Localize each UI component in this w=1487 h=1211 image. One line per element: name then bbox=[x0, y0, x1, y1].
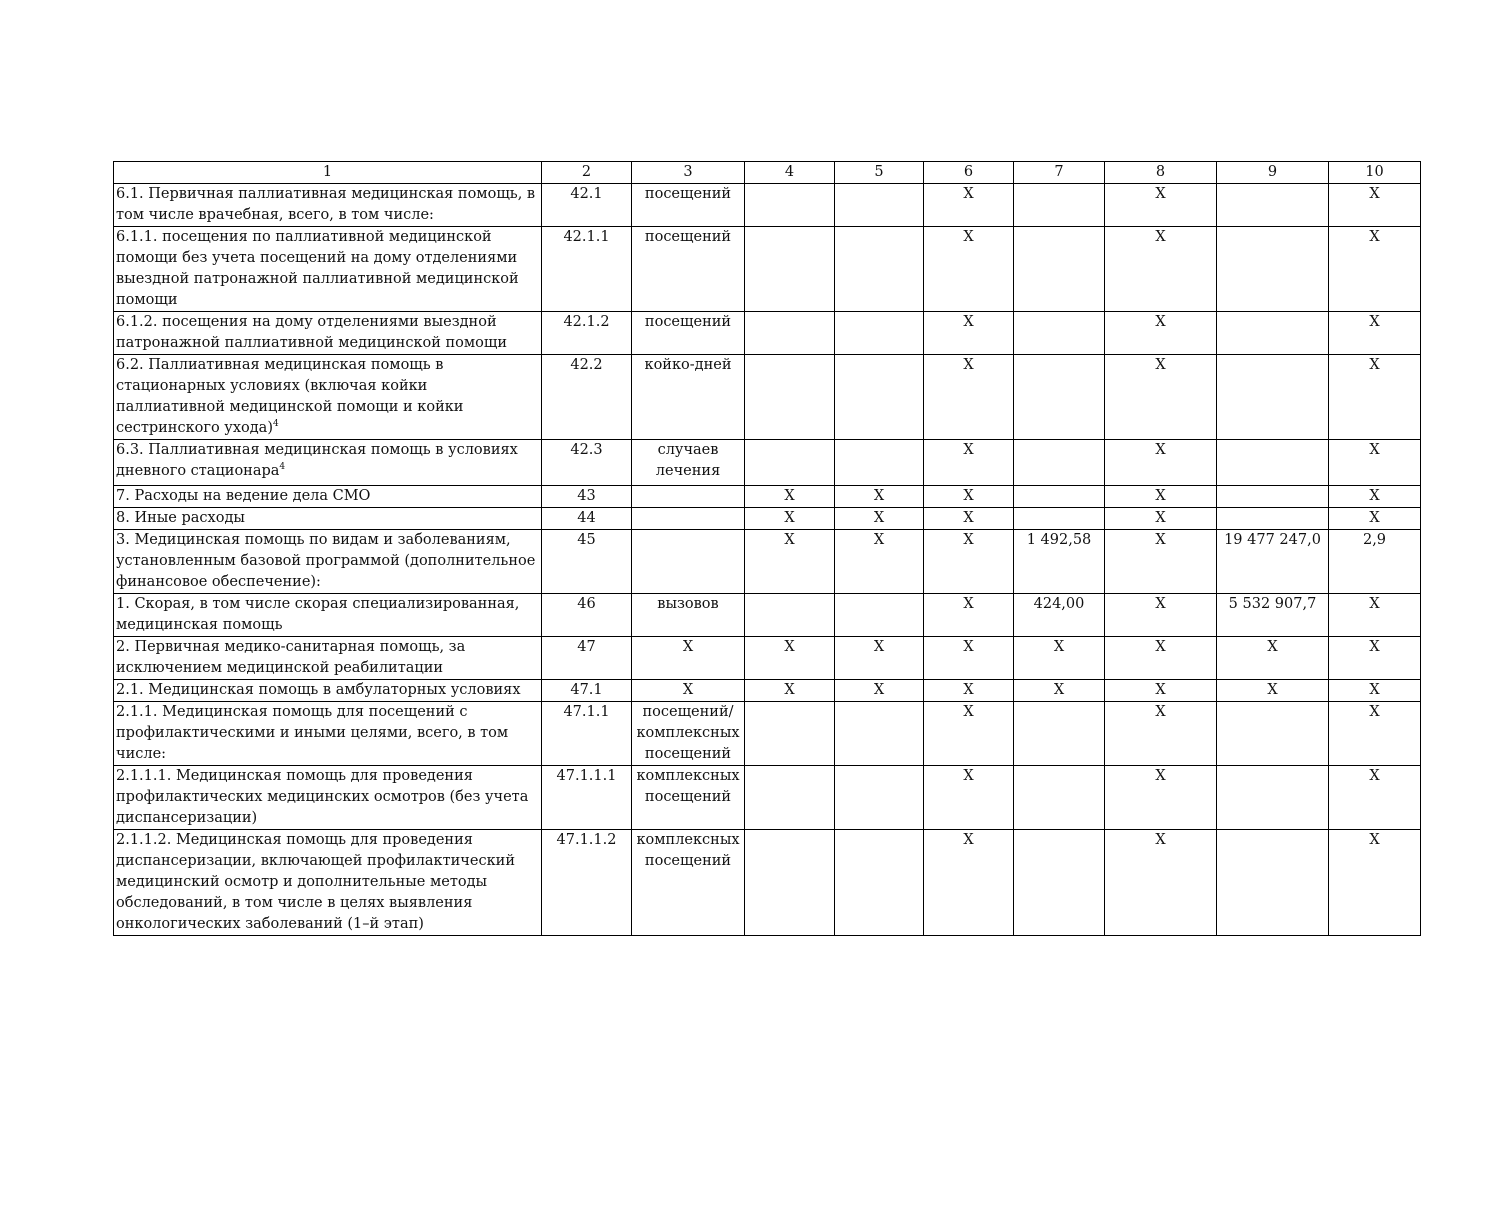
row-value-cell-c9 bbox=[1217, 508, 1329, 530]
row-value-cell-c8: Х bbox=[1105, 702, 1217, 766]
row-value-cell-c6: Х bbox=[924, 830, 1014, 936]
table-row bbox=[114, 594, 1421, 637]
table-row bbox=[114, 637, 1421, 680]
table-row bbox=[114, 680, 1421, 702]
row-value-cell-c4: Х bbox=[745, 530, 835, 594]
row-value-cell-c7 bbox=[1014, 355, 1105, 440]
row-value-cell-c9: 19 477 247,0 bbox=[1217, 530, 1329, 594]
row-unit-cell: койко-дней bbox=[632, 355, 745, 440]
row-value-cell-c7: Х bbox=[1014, 680, 1105, 702]
row-name-text: 2.1.1.2. Медицинская помощь для проведения диспансеризации, включающей профилактический медицинский осмотр и дополнительные методы обследований, в том числе в целях выявления онкологических заболеваний (1–й этап) bbox=[116, 832, 515, 932]
row-unit-cell bbox=[632, 508, 745, 530]
row-unit-cell: комплексных посещений bbox=[632, 830, 745, 936]
row-value-cell-c8: Х bbox=[1105, 680, 1217, 702]
row-name-cell bbox=[114, 440, 542, 486]
row-unit-cell: посещений bbox=[632, 227, 745, 312]
row-name-text: 6.3. Паллиативная медицинская помощь в условиях дневного стационара bbox=[116, 442, 518, 479]
header-cell: 1 bbox=[114, 162, 542, 184]
row-value-cell-c8: Х bbox=[1105, 766, 1217, 830]
row-value-cell-c5: Х bbox=[835, 680, 924, 702]
row-name-text: 6.1.2. посещения на дому отделениями выездной патронажной паллиативной медицинской помощи bbox=[116, 314, 508, 351]
row-name-cell bbox=[114, 766, 542, 830]
row-name-text: 7. Расходы на ведение дела СМО bbox=[116, 488, 371, 504]
row-value-cell-c5 bbox=[835, 312, 924, 355]
row-unit-cell: Х bbox=[632, 680, 745, 702]
row-value-cell-c9 bbox=[1217, 355, 1329, 440]
row-value-cell-c5 bbox=[835, 702, 924, 766]
table-row bbox=[114, 766, 1421, 830]
row-name-text: 6.2. Паллиативная медицинская помощь в стационарных условиях (включая койки паллиативной медицинской помощи и койки сестринского ухода) bbox=[116, 357, 464, 436]
row-name-text: 2.1. Медицинская помощь в амбулаторных условиях bbox=[116, 682, 521, 698]
row-code-cell: 42.1.2 bbox=[542, 312, 632, 355]
row-unit-cell bbox=[632, 530, 745, 594]
row-value-cell-c4: Х bbox=[745, 680, 835, 702]
row-code-cell: 47 bbox=[542, 637, 632, 680]
table-row bbox=[114, 486, 1421, 508]
row-value-cell-c4: Х bbox=[745, 508, 835, 530]
row-value-cell-c7: 1 492,58 bbox=[1014, 530, 1105, 594]
row-value-cell-c5 bbox=[835, 227, 924, 312]
row-value-cell-c8: Х bbox=[1105, 486, 1217, 508]
row-unit-cell: посещений/ комплексных посещений bbox=[632, 702, 745, 766]
row-value-cell-c6: Х bbox=[924, 486, 1014, 508]
row-value-cell-c6: Х bbox=[924, 508, 1014, 530]
table-row bbox=[114, 312, 1421, 355]
row-value-cell-c5 bbox=[835, 830, 924, 936]
row-value-cell-c6: Х bbox=[924, 312, 1014, 355]
row-value-cell-c7 bbox=[1014, 766, 1105, 830]
row-value-cell-c5 bbox=[835, 766, 924, 830]
row-value-cell-c10: Х bbox=[1329, 312, 1421, 355]
row-code-cell: 42.2 bbox=[542, 355, 632, 440]
row-value-cell-c4 bbox=[745, 702, 835, 766]
row-value-cell-c10: Х bbox=[1329, 594, 1421, 637]
row-value-cell-c7 bbox=[1014, 440, 1105, 486]
row-value-cell-c4: Х bbox=[745, 637, 835, 680]
row-unit-cell: посещений bbox=[632, 184, 745, 227]
row-value-cell-c5: Х bbox=[835, 508, 924, 530]
row-name-cell bbox=[114, 830, 542, 936]
row-value-cell-c6: Х bbox=[924, 766, 1014, 830]
row-name-text: 3. Медицинская помощь по видам и заболеваниям, установленным базовой программой (дополнительное финансовое обеспечение): bbox=[116, 532, 536, 590]
row-unit-cell: комплексных посещений bbox=[632, 766, 745, 830]
row-name-text: 2.1.1.1. Медицинская помощь для проведения профилактических медицинских осмотров (без учета диспансеризации) bbox=[116, 768, 529, 826]
row-value-cell-c9 bbox=[1217, 227, 1329, 312]
row-code-cell: 42.1.1 bbox=[542, 227, 632, 312]
row-value-cell-c5: Х bbox=[835, 637, 924, 680]
table-row bbox=[114, 440, 1421, 486]
row-value-cell-c9 bbox=[1217, 440, 1329, 486]
footnote-marker: 4 bbox=[272, 419, 279, 430]
row-value-cell-c4 bbox=[745, 766, 835, 830]
row-name-text: 8. Иные расходы bbox=[116, 510, 245, 526]
row-value-cell-c10: Х bbox=[1329, 508, 1421, 530]
row-code-cell: 47.1.1.1 bbox=[542, 766, 632, 830]
header-cell: 5 bbox=[835, 162, 924, 184]
row-value-cell-c5: Х bbox=[835, 486, 924, 508]
header-cell: 4 bbox=[745, 162, 835, 184]
header-cell: 7 bbox=[1014, 162, 1105, 184]
row-value-cell-c4 bbox=[745, 830, 835, 936]
row-value-cell-c9 bbox=[1217, 830, 1329, 936]
row-value-cell-c9 bbox=[1217, 766, 1329, 830]
row-name-cell bbox=[114, 508, 542, 530]
row-value-cell-c5 bbox=[835, 355, 924, 440]
row-value-cell-c6: Х bbox=[924, 184, 1014, 227]
row-value-cell-c10: Х bbox=[1329, 766, 1421, 830]
row-name-cell bbox=[114, 530, 542, 594]
row-value-cell-c10: Х bbox=[1329, 486, 1421, 508]
row-value-cell-c4 bbox=[745, 355, 835, 440]
row-unit-cell bbox=[632, 486, 745, 508]
row-value-cell-c6: Х bbox=[924, 227, 1014, 312]
row-value-cell-c4: Х bbox=[745, 486, 835, 508]
header-cell: 8 bbox=[1105, 162, 1217, 184]
row-value-cell-c6: Х bbox=[924, 680, 1014, 702]
row-value-cell-c10: Х bbox=[1329, 680, 1421, 702]
table-row bbox=[114, 702, 1421, 766]
table-row bbox=[114, 530, 1421, 594]
row-value-cell-c10: Х bbox=[1329, 702, 1421, 766]
header-row bbox=[114, 162, 1421, 184]
row-name-text: 1. Скорая, в том числе скорая специализированная, медицинская помощь bbox=[116, 596, 520, 633]
row-value-cell-c7 bbox=[1014, 508, 1105, 530]
row-value-cell-c10: Х bbox=[1329, 440, 1421, 486]
footnote-marker: 4 bbox=[279, 462, 286, 473]
row-unit-cell: Х bbox=[632, 637, 745, 680]
row-value-cell-c4 bbox=[745, 440, 835, 486]
header-cell: 3 bbox=[632, 162, 745, 184]
row-value-cell-c8: Х bbox=[1105, 440, 1217, 486]
row-value-cell-c9: Х bbox=[1217, 637, 1329, 680]
row-value-cell-c7 bbox=[1014, 830, 1105, 936]
row-name-cell bbox=[114, 227, 542, 312]
row-value-cell-c10: Х bbox=[1329, 355, 1421, 440]
table-row bbox=[114, 227, 1421, 312]
row-code-cell: 42.3 bbox=[542, 440, 632, 486]
header-cell: 9 bbox=[1217, 162, 1329, 184]
data-table bbox=[113, 161, 1421, 936]
row-value-cell-c8: Х bbox=[1105, 508, 1217, 530]
row-unit-cell: посещений bbox=[632, 312, 745, 355]
row-value-cell-c10: 2,9 bbox=[1329, 530, 1421, 594]
row-value-cell-c10: Х bbox=[1329, 227, 1421, 312]
header-cell: 6 bbox=[924, 162, 1014, 184]
row-name-cell bbox=[114, 184, 542, 227]
row-value-cell-c7 bbox=[1014, 184, 1105, 227]
row-name-cell bbox=[114, 680, 542, 702]
row-code-cell: 47.1.1.2 bbox=[542, 830, 632, 936]
row-code-cell: 45 bbox=[542, 530, 632, 594]
row-value-cell-c9 bbox=[1217, 312, 1329, 355]
row-name-cell bbox=[114, 486, 542, 508]
row-value-cell-c8: Х bbox=[1105, 184, 1217, 227]
row-value-cell-c10: Х bbox=[1329, 830, 1421, 936]
row-code-cell: 47.1.1 bbox=[542, 702, 632, 766]
row-value-cell-c7: 424,00 bbox=[1014, 594, 1105, 637]
row-name-text: 6.1. Первичная паллиативная медицинская помощь, в том числе врачебная, всего, в том числе: bbox=[116, 186, 536, 223]
row-value-cell-c6: Х bbox=[924, 530, 1014, 594]
row-value-cell-c6: Х bbox=[924, 637, 1014, 680]
row-value-cell-c6: Х bbox=[924, 355, 1014, 440]
row-value-cell-c9 bbox=[1217, 702, 1329, 766]
table-row bbox=[114, 508, 1421, 530]
row-value-cell-c8: Х bbox=[1105, 637, 1217, 680]
row-value-cell-c10: Х bbox=[1329, 184, 1421, 227]
row-code-cell: 43 bbox=[542, 486, 632, 508]
header-cell: 10 bbox=[1329, 162, 1421, 184]
row-name-text: 2. Первичная медико-санитарная помощь, за исключением медицинской реабилитации bbox=[116, 639, 466, 676]
row-name-text: 6.1.1. посещения по паллиативной медицинской помощи без учета посещений на дому отделениями выездной патронажной паллиативной медицинской помощи bbox=[116, 229, 519, 308]
row-value-cell-c9 bbox=[1217, 184, 1329, 227]
row-unit-cell: вызовов bbox=[632, 594, 745, 637]
row-value-cell-c6: Х bbox=[924, 594, 1014, 637]
row-name-cell bbox=[114, 312, 542, 355]
row-value-cell-c5 bbox=[835, 184, 924, 227]
row-value-cell-c8: Х bbox=[1105, 530, 1217, 594]
table-row bbox=[114, 830, 1421, 936]
row-code-cell: 42.1 bbox=[542, 184, 632, 227]
row-value-cell-c8: Х bbox=[1105, 227, 1217, 312]
row-value-cell-c7 bbox=[1014, 486, 1105, 508]
row-value-cell-c8: Х bbox=[1105, 830, 1217, 936]
header-cell: 2 bbox=[542, 162, 632, 184]
row-name-cell bbox=[114, 702, 542, 766]
row-value-cell-c6: Х bbox=[924, 702, 1014, 766]
row-value-cell-c7: Х bbox=[1014, 637, 1105, 680]
row-name-text: 2.1.1. Медицинская помощь для посещений с профилактическими и иными целями, всего, в том числе: bbox=[116, 704, 509, 762]
row-unit-cell: случаев лечения bbox=[632, 440, 745, 486]
table-row bbox=[114, 355, 1421, 440]
row-value-cell-c9: Х bbox=[1217, 680, 1329, 702]
table-row bbox=[114, 184, 1421, 227]
row-code-cell: 44 bbox=[542, 508, 632, 530]
row-value-cell-c5 bbox=[835, 594, 924, 637]
row-value-cell-c4 bbox=[745, 312, 835, 355]
row-code-cell: 46 bbox=[542, 594, 632, 637]
row-name-cell bbox=[114, 637, 542, 680]
row-value-cell-c7 bbox=[1014, 227, 1105, 312]
row-name-cell bbox=[114, 594, 542, 637]
row-value-cell-c4 bbox=[745, 594, 835, 637]
row-value-cell-c8: Х bbox=[1105, 355, 1217, 440]
row-code-cell: 47.1 bbox=[542, 680, 632, 702]
row-value-cell-c9: 5 532 907,7 bbox=[1217, 594, 1329, 637]
row-value-cell-c10: Х bbox=[1329, 637, 1421, 680]
row-value-cell-c8: Х bbox=[1105, 594, 1217, 637]
row-name-cell bbox=[114, 355, 542, 440]
row-value-cell-c5: Х bbox=[835, 530, 924, 594]
row-value-cell-c6: Х bbox=[924, 440, 1014, 486]
row-value-cell-c5 bbox=[835, 440, 924, 486]
row-value-cell-c9 bbox=[1217, 486, 1329, 508]
row-value-cell-c7 bbox=[1014, 312, 1105, 355]
row-value-cell-c7 bbox=[1014, 702, 1105, 766]
row-value-cell-c4 bbox=[745, 184, 835, 227]
row-value-cell-c8: Х bbox=[1105, 312, 1217, 355]
row-value-cell-c4 bbox=[745, 227, 835, 312]
